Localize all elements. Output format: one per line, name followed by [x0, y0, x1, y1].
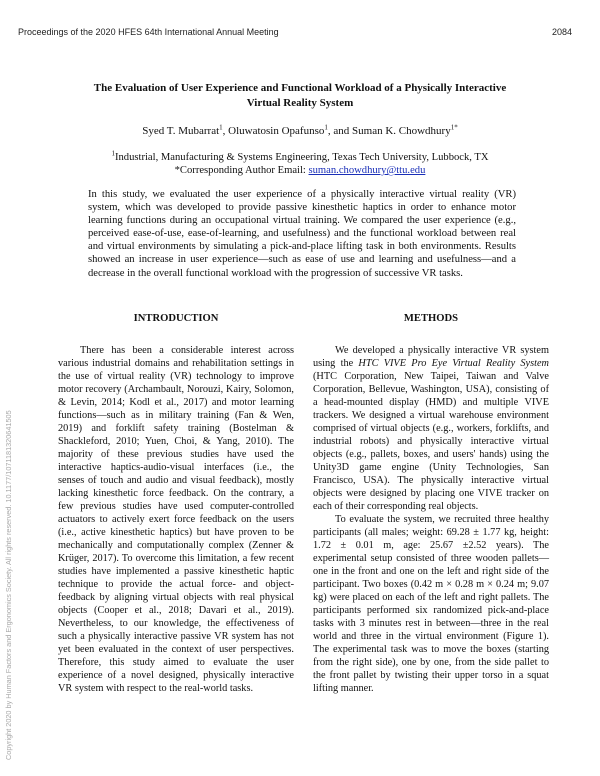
methods-heading: METHODS	[403, 313, 459, 324]
author-2: Oluwatosin Opafunso	[228, 125, 325, 137]
author-3: Suman K. Chowdhury	[352, 125, 451, 137]
corresponding-author	[60, 164, 540, 177]
paper-title: The Evaluation of User Experience and Functional Workload of a Physically Interactive Virtual Reality System	[93, 82, 507, 109]
author-list	[60, 125, 540, 137]
author-separator: , and	[327, 125, 353, 137]
affiliation-line	[60, 151, 540, 164]
affiliation-text: Industrial, Manufacturing & Systems Engineering, Texas Tech University, Lubbock, TX	[114, 152, 489, 163]
affiliation-marker: 1	[111, 149, 115, 158]
methods-paragraph-1	[313, 344, 549, 513]
author-separator: ,	[222, 125, 229, 137]
methods-system-name: HTC VIVE Pro Eye Virtual Reality System	[358, 358, 549, 369]
email-label: *Corresponding Author Email:	[174, 165, 309, 176]
affiliation-block	[60, 151, 540, 177]
author-2-affil: 1	[324, 123, 328, 132]
introduction-paragraph: There has been a considerable interest across various industrial domains and rehabilitation settings in the use of virtual reality (VR) technology to improve motor recovery (Archambault, Norouzi, Kairy, Solomon, & Levin, 2014; Kodl et al., 2017) and motor learning functions—such as in military training (Fan & Wen, 2019) and forklift safety training (Bostelman & Shackleford, 2010; Yuen, Choi, & Yang, 2010). The majority of these previous studies have used the interactive haptics-audio-visual interfaces (i.e., the senses of touch and audio and visual feedback), mostly lacking kinesthetic force feedback. On the contrary, a few previous studies have used computer-controlled actuators to actively exert force feedback on the users (i.e., active kinesthetic haptics) but have proven to be mechanically and computationally complex (Zenner & Krüger, 2017). To overcome this limitation, a few recent studies have implemented a passive kinesthetic haptic technique to provide the actual force- and object-feedback by aligning virtual objects with real physical objects (Cooper et al., 2018; Davari et al., 2019). Nevertheless, to our knowledge, the effectiveness of such a physically interactive passive VR system has not yet been evaluated in the context of user perspectives. Therefore, this study aimed to evaluate the user experience of a novel designed, physically interactive VR system with respect to the real-world tasks.	[58, 345, 294, 694]
methods-text: We developed a physically interactive VR system using the	[313, 345, 549, 369]
author-1: Syed T. Mubarrat	[142, 125, 220, 137]
introduction-heading: INTRODUCTION	[133, 313, 219, 324]
copyright-sidebar: Copyright 2020 by Human Factors and Ergonomics Society. All rights reserved. 10.1177/1071181320641505	[4, 410, 13, 760]
methods-column	[313, 313, 549, 695]
introduction-column	[58, 313, 294, 695]
abstract: In this study, we evaluated the user experience of a physically interactive virtual reality (VR) system, which was developed to provide passive kinesthetic haptics in order to enhance motor learning functions during an occupational virtual training. We compared the user experience (e.g., perceived ease-of-use, ease-of-learning, and usefulness) and the functional workload between real and virtual environments by simulating a pick-and-place lifting task in both environments. Results showed an increase in user experience—such as ease of use and learning and usefulness—and a decrease in the overall functional workload with the progression of successive VR tasks.	[88, 189, 516, 279]
author-1-affil: 1	[219, 123, 223, 132]
methods-text: (HTC Corporation, New Taipei, Taiwan and Valve Corporation, Bellevue, Washington, USA), consisting of a head-mounted display (HMD) and multiple VIVE trackers. We designed a virtual warehouse environment comprised of virtual objects (e.g., workers, forklifts, and industrial robots) and physically interactive virtual objects (e.g., pallets, boxes, and users' hands) using the Unity3D game engine (Unity Technologies, San Francisco, USA). The physically interactive virtual objects were designed by placing one VIVE tracker on each of their corresponding real objects.	[313, 371, 549, 512]
page-number: 2084	[551, 27, 572, 37]
methods-paragraph-2: To evaluate the system, we recruited three healthy participants (all males; weight: 69.28 ± 1.77 kg, height: 1.72 ± 0.01 m, age: 25.67 ±2.52 years). The experimental setup consisted of three wooden pallets—one in the front and one on the left and right side of the participant. Two boxes (0.42 m × 0.28 m × 0.24 m; 9.07 kg) were placed on each of the left and right pallets. The participants performed six randomized pick-and-place tasks with 3 minutes rest in between—three in the real world and three in the virtual environment (Figure 1). The experimental task was to move the boxes (starting from the right side), one by one, from the side pallet to the front pallet by twisting their upper torso in a squat lifting manner.	[313, 514, 549, 694]
author-3-affil: 1*	[450, 123, 458, 132]
running-header: Proceedings of the 2020 HFES 64th International Annual Meeting	[18, 27, 279, 37]
email-link[interactable]: suman.chowdhury@ttu.edu	[308, 165, 426, 176]
